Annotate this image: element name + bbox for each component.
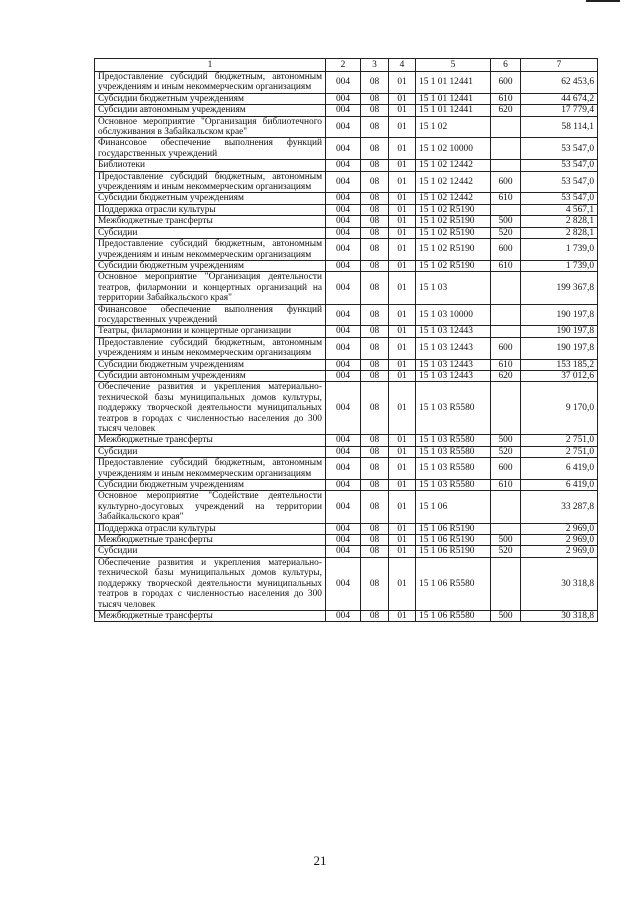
ministry-code-cell: 004 [326, 272, 361, 304]
table-row [95, 326, 598, 337]
ministry-code-cell: 004 [326, 193, 361, 204]
section-code-cell: 08 [361, 239, 389, 261]
ministry-code-cell: 004 [326, 535, 361, 546]
subsection-code-cell: 01 [389, 610, 416, 621]
subsection-code-cell: 01 [389, 193, 416, 204]
row-name-cell: Субсидии бюджетным учреждениям [95, 359, 326, 370]
expense-type-cell [491, 204, 521, 215]
col-header-4: 4 [389, 59, 416, 72]
table-row [95, 204, 598, 215]
table-row [95, 304, 598, 326]
section-code-cell: 08 [361, 382, 389, 435]
section-code-cell: 08 [361, 272, 389, 304]
row-name-cell: Библиотеки [95, 160, 326, 171]
subsection-code-cell: 01 [389, 105, 416, 116]
amount-cell: 153 185,2 [521, 359, 598, 370]
table-row [95, 523, 598, 534]
target-article-cell: 15 1 02 R5190 [416, 227, 491, 238]
row-name-cell: Межбюджетные трансферты [95, 435, 326, 446]
table-row [95, 359, 598, 370]
row-name-cell: Финансовое обеспечение выполнения функций государственных учреждений [95, 304, 326, 326]
target-article-cell: 15 1 06 R5190 [416, 546, 491, 557]
amount-cell: 190 197,8 [521, 337, 598, 359]
table-row [95, 171, 598, 193]
ministry-code-cell: 004 [326, 326, 361, 337]
expense-type-cell: 500 [491, 435, 521, 446]
target-article-cell: 15 1 03 12443 [416, 337, 491, 359]
section-code-cell: 08 [361, 523, 389, 534]
table-row [95, 491, 598, 523]
table-row [95, 239, 598, 261]
ministry-code-cell: 004 [326, 204, 361, 215]
ministry-code-cell: 004 [326, 557, 361, 610]
expense-type-cell [491, 304, 521, 326]
section-code-cell: 08 [361, 304, 389, 326]
expense-type-cell [491, 326, 521, 337]
col-header-3: 3 [361, 59, 389, 72]
subsection-code-cell: 01 [389, 458, 416, 480]
row-name-cell: Субсидии [95, 446, 326, 457]
ministry-code-cell: 004 [326, 72, 361, 94]
ministry-code-cell: 004 [326, 480, 361, 491]
section-code-cell: 08 [361, 546, 389, 557]
table-row [95, 480, 598, 491]
table-row [95, 216, 598, 227]
expense-type-cell [491, 138, 521, 160]
section-code-cell: 08 [361, 72, 389, 94]
section-code-cell: 08 [361, 491, 389, 523]
expense-type-cell: 610 [491, 93, 521, 104]
row-name-cell: Субсидии бюджетным учреждениям [95, 260, 326, 271]
section-code-cell: 08 [361, 138, 389, 160]
amount-cell: 58 114,1 [521, 116, 598, 138]
amount-cell: 2 969,0 [521, 535, 598, 546]
table-row [95, 72, 598, 94]
table-row [95, 337, 598, 359]
expense-type-cell [491, 116, 521, 138]
expense-type-cell: 600 [491, 337, 521, 359]
table-row [95, 138, 598, 160]
amount-cell: 53 547,0 [521, 171, 598, 193]
target-article-cell: 15 1 06 R5580 [416, 557, 491, 610]
expense-type-cell [491, 557, 521, 610]
target-article-cell: 15 1 02 R5190 [416, 216, 491, 227]
amount-cell: 2 828,1 [521, 227, 598, 238]
expense-type-cell [491, 382, 521, 435]
expense-type-cell [491, 272, 521, 304]
row-name-cell: Межбюджетные трансферты [95, 610, 326, 621]
ministry-code-cell: 004 [326, 435, 361, 446]
row-name-cell: Субсидии бюджетным учреждениям [95, 93, 326, 104]
subsection-code-cell: 01 [389, 337, 416, 359]
row-name-cell: Предоставление субсидий бюджетным, автономным учреждениям и иным некоммерческим организациям [95, 72, 326, 94]
subsection-code-cell: 01 [389, 446, 416, 457]
target-article-cell: 15 1 06 R5190 [416, 535, 491, 546]
row-name-cell: Субсидии бюджетным учреждениям [95, 193, 326, 204]
row-name-cell: Основное мероприятие "Содействие деятельности культурно-досуговых учреждений на территории Забайкальского края" [95, 491, 326, 523]
expense-type-cell: 520 [491, 446, 521, 457]
row-name-cell: Обеспечение развития и укрепления материально-технической базы муниципальных домов культуры, поддержку творческой деятельности муниципальных театров в городах с численностью населения до 300 тысяч человек [95, 382, 326, 435]
subsection-code-cell: 01 [389, 116, 416, 138]
row-name-cell: Основное мероприятие "Организация деятельности театров, филармонии и концертных организаций на территории Забайкальского края" [95, 272, 326, 304]
amount-cell: 2 751,0 [521, 446, 598, 457]
subsection-code-cell: 01 [389, 160, 416, 171]
subsection-code-cell: 01 [389, 359, 416, 370]
subsection-code-cell: 01 [389, 138, 416, 160]
subsection-code-cell: 01 [389, 72, 416, 94]
expense-type-cell: 500 [491, 610, 521, 621]
target-article-cell: 15 1 03 10000 [416, 304, 491, 326]
expense-type-cell [491, 160, 521, 171]
ministry-code-cell: 004 [326, 171, 361, 193]
section-code-cell: 08 [361, 216, 389, 227]
ministry-code-cell: 004 [326, 359, 361, 370]
subsection-code-cell: 01 [389, 535, 416, 546]
subsection-code-cell: 01 [389, 239, 416, 261]
ministry-code-cell: 004 [326, 337, 361, 359]
table-row [95, 535, 598, 546]
expense-type-cell: 600 [491, 458, 521, 480]
expense-type-cell: 610 [491, 480, 521, 491]
section-code-cell: 08 [361, 458, 389, 480]
target-article-cell: 15 1 02 12442 [416, 171, 491, 193]
row-name-cell: Финансовое обеспечение выполнения функций государственных учреждений [95, 138, 326, 160]
section-code-cell: 08 [361, 337, 389, 359]
amount-cell: 190 197,8 [521, 326, 598, 337]
subsection-code-cell: 01 [389, 304, 416, 326]
table-row [95, 557, 598, 610]
row-name-cell: Межбюджетные трансферты [95, 535, 326, 546]
row-name-cell: Межбюджетные трансферты [95, 216, 326, 227]
target-article-cell: 15 1 03 12443 [416, 326, 491, 337]
expense-type-cell: 500 [491, 216, 521, 227]
target-article-cell: 15 1 03 R5580 [416, 382, 491, 435]
section-code-cell: 08 [361, 535, 389, 546]
table-row [95, 105, 598, 116]
target-article-cell: 15 1 03 R5580 [416, 480, 491, 491]
subsection-code-cell: 01 [389, 370, 416, 381]
section-code-cell: 08 [361, 326, 389, 337]
amount-cell: 1 739,0 [521, 260, 598, 271]
expense-type-cell: 500 [491, 535, 521, 546]
amount-cell: 2 969,0 [521, 523, 598, 534]
target-article-cell: 15 1 01 12441 [416, 72, 491, 94]
amount-cell: 30 318,8 [521, 610, 598, 621]
subsection-code-cell: 01 [389, 546, 416, 557]
ministry-code-cell: 004 [326, 382, 361, 435]
col-header-6: 6 [491, 59, 521, 72]
table-row [95, 272, 598, 304]
target-article-cell: 15 1 06 [416, 491, 491, 523]
ministry-code-cell: 004 [326, 160, 361, 171]
section-code-cell: 08 [361, 227, 389, 238]
amount-cell: 33 287,8 [521, 491, 598, 523]
target-article-cell: 15 1 03 12443 [416, 359, 491, 370]
section-code-cell: 08 [361, 260, 389, 271]
table-row [95, 435, 598, 446]
table-body [95, 72, 598, 622]
amount-cell: 4 567,1 [521, 204, 598, 215]
subsection-code-cell: 01 [389, 480, 416, 491]
subsection-code-cell: 01 [389, 216, 416, 227]
section-code-cell: 08 [361, 446, 389, 457]
amount-cell: 53 547,0 [521, 138, 598, 160]
table-row [95, 193, 598, 204]
target-article-cell: 15 1 02 12442 [416, 160, 491, 171]
section-code-cell: 08 [361, 359, 389, 370]
subsection-code-cell: 01 [389, 491, 416, 523]
target-article-cell: 15 1 02 [416, 116, 491, 138]
page-number: 21 [313, 853, 327, 868]
amount-cell: 6 419,0 [521, 458, 598, 480]
subsection-code-cell: 01 [389, 272, 416, 304]
table-row [95, 116, 598, 138]
target-article-cell: 15 1 02 10000 [416, 138, 491, 160]
amount-cell: 2 751,0 [521, 435, 598, 446]
table-row [95, 370, 598, 381]
ministry-code-cell: 004 [326, 239, 361, 261]
row-name-cell: Субсидии автономным учреждениям [95, 105, 326, 116]
row-name-cell: Предоставление субсидий бюджетным, автономным учреждениям и иным некоммерческим организациям [95, 239, 326, 261]
subsection-code-cell: 01 [389, 227, 416, 238]
target-article-cell: 15 1 02 R5190 [416, 260, 491, 271]
ministry-code-cell: 004 [326, 116, 361, 138]
section-code-cell: 08 [361, 435, 389, 446]
expense-type-cell: 610 [491, 193, 521, 204]
target-article-cell: 15 1 02 12442 [416, 193, 491, 204]
ministry-code-cell: 004 [326, 523, 361, 534]
expense-type-cell: 520 [491, 546, 521, 557]
expense-type-cell: 600 [491, 171, 521, 193]
section-code-cell: 08 [361, 105, 389, 116]
subsection-code-cell: 01 [389, 204, 416, 215]
table-row [95, 446, 598, 457]
expense-type-cell: 610 [491, 260, 521, 271]
target-article-cell: 15 1 03 12443 [416, 370, 491, 381]
row-name-cell: Предоставление субсидий бюджетным, автономным учреждениям и иным некоммерческим организациям [95, 337, 326, 359]
ministry-code-cell: 004 [326, 304, 361, 326]
ministry-code-cell: 004 [326, 610, 361, 621]
amount-cell: 53 547,0 [521, 193, 598, 204]
ministry-code-cell: 004 [326, 216, 361, 227]
ministry-code-cell: 004 [326, 93, 361, 104]
row-name-cell: Субсидии [95, 546, 326, 557]
target-article-cell: 15 1 01 12441 [416, 93, 491, 104]
row-name-cell: Предоставление субсидий бюджетным, автономным учреждениям и иным некоммерческим организациям [95, 171, 326, 193]
subsection-code-cell: 01 [389, 93, 416, 104]
table-row [95, 382, 598, 435]
section-code-cell: 08 [361, 160, 389, 171]
subsection-code-cell: 01 [389, 326, 416, 337]
subsection-code-cell: 01 [389, 435, 416, 446]
expense-type-cell: 610 [491, 359, 521, 370]
col-header-5: 5 [416, 59, 491, 72]
row-name-cell: Поддержка отрасли культуры [95, 204, 326, 215]
amount-cell: 9 170,0 [521, 382, 598, 435]
ministry-code-cell: 004 [326, 446, 361, 457]
row-name-cell: Обеспечение развития и укрепления материально-технической базы муниципальных домов культуры, поддержку творческой деятельности муниципальных театров в городах с численностью населения до 300 тысяч человек [95, 557, 326, 610]
table-row [95, 610, 598, 621]
target-article-cell: 15 1 06 R5580 [416, 610, 491, 621]
amount-cell: 2 828,1 [521, 216, 598, 227]
target-article-cell: 15 1 06 R5190 [416, 523, 491, 534]
target-article-cell: 15 1 03 R5580 [416, 446, 491, 457]
table-row [95, 260, 598, 271]
ministry-code-cell: 004 [326, 260, 361, 271]
column-number-row [95, 59, 598, 72]
ministry-code-cell: 004 [326, 105, 361, 116]
section-code-cell: 08 [361, 116, 389, 138]
table-row [95, 227, 598, 238]
section-code-cell: 08 [361, 193, 389, 204]
amount-cell: 2 969,0 [521, 546, 598, 557]
row-name-cell: Субсидии бюджетным учреждениям [95, 480, 326, 491]
expense-type-cell [491, 491, 521, 523]
amount-cell: 44 674,2 [521, 93, 598, 104]
amount-cell: 53 547,0 [521, 160, 598, 171]
table-row [95, 93, 598, 104]
section-code-cell: 08 [361, 370, 389, 381]
section-code-cell: 08 [361, 557, 389, 610]
row-name-cell: Основное мероприятие "Организация библиотечного обслуживания в Забайкальском крае" [95, 116, 326, 138]
row-name-cell: Субсидии [95, 227, 326, 238]
section-code-cell: 08 [361, 610, 389, 621]
target-article-cell: 15 1 03 R5580 [416, 458, 491, 480]
corner-mark [586, 0, 620, 2]
expense-type-cell: 620 [491, 105, 521, 116]
amount-cell: 1 739,0 [521, 239, 598, 261]
col-header-7: 7 [521, 59, 598, 72]
target-article-cell: 15 1 03 R5580 [416, 435, 491, 446]
expense-type-cell [491, 523, 521, 534]
section-code-cell: 08 [361, 204, 389, 215]
amount-cell: 199 367,8 [521, 272, 598, 304]
expense-type-cell: 520 [491, 227, 521, 238]
subsection-code-cell: 01 [389, 171, 416, 193]
section-code-cell: 08 [361, 480, 389, 491]
subsection-code-cell: 01 [389, 523, 416, 534]
expense-type-cell: 600 [491, 72, 521, 94]
table-row [95, 546, 598, 557]
ministry-code-cell: 004 [326, 227, 361, 238]
row-name-cell: Субсидии автономным учреждениям [95, 370, 326, 381]
target-article-cell: 15 1 01 12441 [416, 105, 491, 116]
section-code-cell: 08 [361, 93, 389, 104]
target-article-cell: 15 1 02 R5190 [416, 204, 491, 215]
table-row [95, 458, 598, 480]
section-code-cell: 08 [361, 171, 389, 193]
expense-type-cell: 620 [491, 370, 521, 381]
target-article-cell: 15 1 02 R5190 [416, 239, 491, 261]
ministry-code-cell: 004 [326, 370, 361, 381]
expense-type-cell: 600 [491, 239, 521, 261]
table-row [95, 160, 598, 171]
ministry-code-cell: 004 [326, 546, 361, 557]
row-name-cell: Театры, филармонии и концертные организации [95, 326, 326, 337]
amount-cell: 190 197,8 [521, 304, 598, 326]
amount-cell: 30 318,8 [521, 557, 598, 610]
ministry-code-cell: 004 [326, 458, 361, 480]
row-name-cell: Предоставление субсидий бюджетным, автономным учреждениям и иным некоммерческим организациям [95, 458, 326, 480]
ministry-code-cell: 004 [326, 138, 361, 160]
subsection-code-cell: 01 [389, 260, 416, 271]
col-header-1: 1 [95, 59, 326, 72]
amount-cell: 37 012,6 [521, 370, 598, 381]
amount-cell: 6 419,0 [521, 480, 598, 491]
amount-cell: 62 453,6 [521, 72, 598, 94]
subsection-code-cell: 01 [389, 557, 416, 610]
col-header-2: 2 [326, 59, 361, 72]
row-name-cell: Поддержка отрасли культуры [95, 523, 326, 534]
amount-cell: 17 779,4 [521, 105, 598, 116]
target-article-cell: 15 1 03 [416, 272, 491, 304]
ministry-code-cell: 004 [326, 491, 361, 523]
budget-table [94, 58, 598, 622]
subsection-code-cell: 01 [389, 382, 416, 435]
